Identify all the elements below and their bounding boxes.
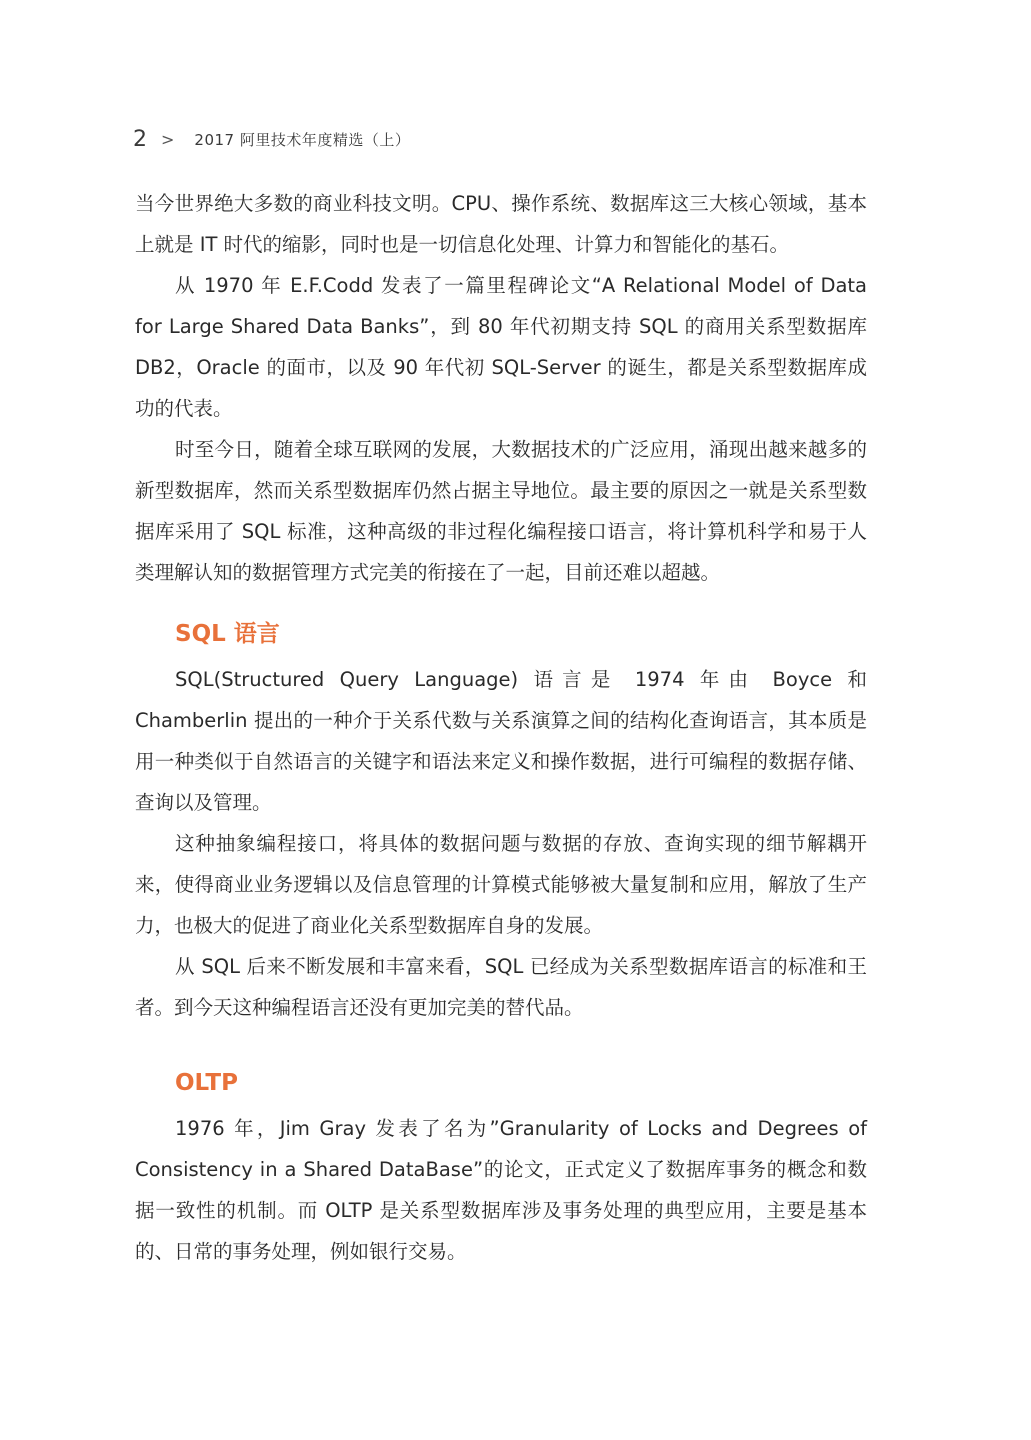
section-heading-sql: SQL 语言: [175, 621, 280, 647]
paragraph-codd-history: 从 1970 年 E.F.Codd 发表了一篇里程碑论文“A Relational Model of Data for Large Shared Data Banks”，到 80 年代初期支持 SQL 的商用关系型数据库 DB2，Oracle 的面市，以及 90 年代初 SQL-Server 的诞生，都是关系型数据库成功的代表。: [135, 274, 867, 420]
running-header: [133, 124, 410, 154]
page-number: 2: [133, 126, 147, 152]
paragraph-sql-abstraction: 这种抽象编程接口，将具体的数据问题与数据的存放、查询实现的细节解耦开来，使得商业业务逻辑以及信息管理的计算模式能够被大量复制和应用，解放了生产力，也极大的促进了商业化关系型数据库自身的发展。: [135, 832, 867, 937]
chevron-right-icon: >: [161, 129, 175, 149]
paragraph-relational-dominance: 时至今日，随着全球互联网的发展，大数据技术的广泛应用，涌现出越来越多的新型数据库，然而关系型数据库仍然占据主导地位。最主要的原因之一就是关系型数据库采用了 SQL 标准，这种高级的非过程化编程接口语言，将计算机科学和易于人类理解认知的数据管理方式完美的衔接在了一起，目前还难以超越。: [135, 438, 867, 584]
paragraph-oltp-definition: 1976 年，Jim Gray 发表了名为”Granularity of Locks and Degrees of Consistency in a Shared DataBase”的论文，正式定义了数据库事务的概念和数据一致性的机制。而 OLTP 是关系型数据库涉及事务处理的典型应用，主要是基本的、日常的事务处理，例如银行交易。: [135, 1117, 867, 1263]
book-title: 2017 阿里技术年度精选（上）: [194, 130, 411, 149]
paragraph-intro-continued: 当今世界绝大多数的商业科技文明。CPU、操作系统、数据库这三大核心领域，基本上就是 IT 时代的缩影，同时也是一切信息化处理、计算力和智能化的基石。: [135, 192, 867, 256]
article-body: [135, 183, 867, 1272]
paragraph-sql-standard: 从 SQL 后来不断发展和丰富来看，SQL 已经成为关系型数据库语言的标准和王者。到今天这种编程语言还没有更加完美的替代品。: [135, 955, 867, 1019]
paragraph-sql-definition: SQL(Structured Query Language) 语言是 1974 年由 Boyce 和 Chamberlin 提出的一种介于关系代数与关系演算之间的结构化查询语言，其本质是用一种类似于自然语言的关键字和语法来定义和操作数据，进行可编程的数据存储、查询以及管理。: [135, 668, 867, 814]
section-heading-oltp: OLTP: [175, 1070, 238, 1096]
